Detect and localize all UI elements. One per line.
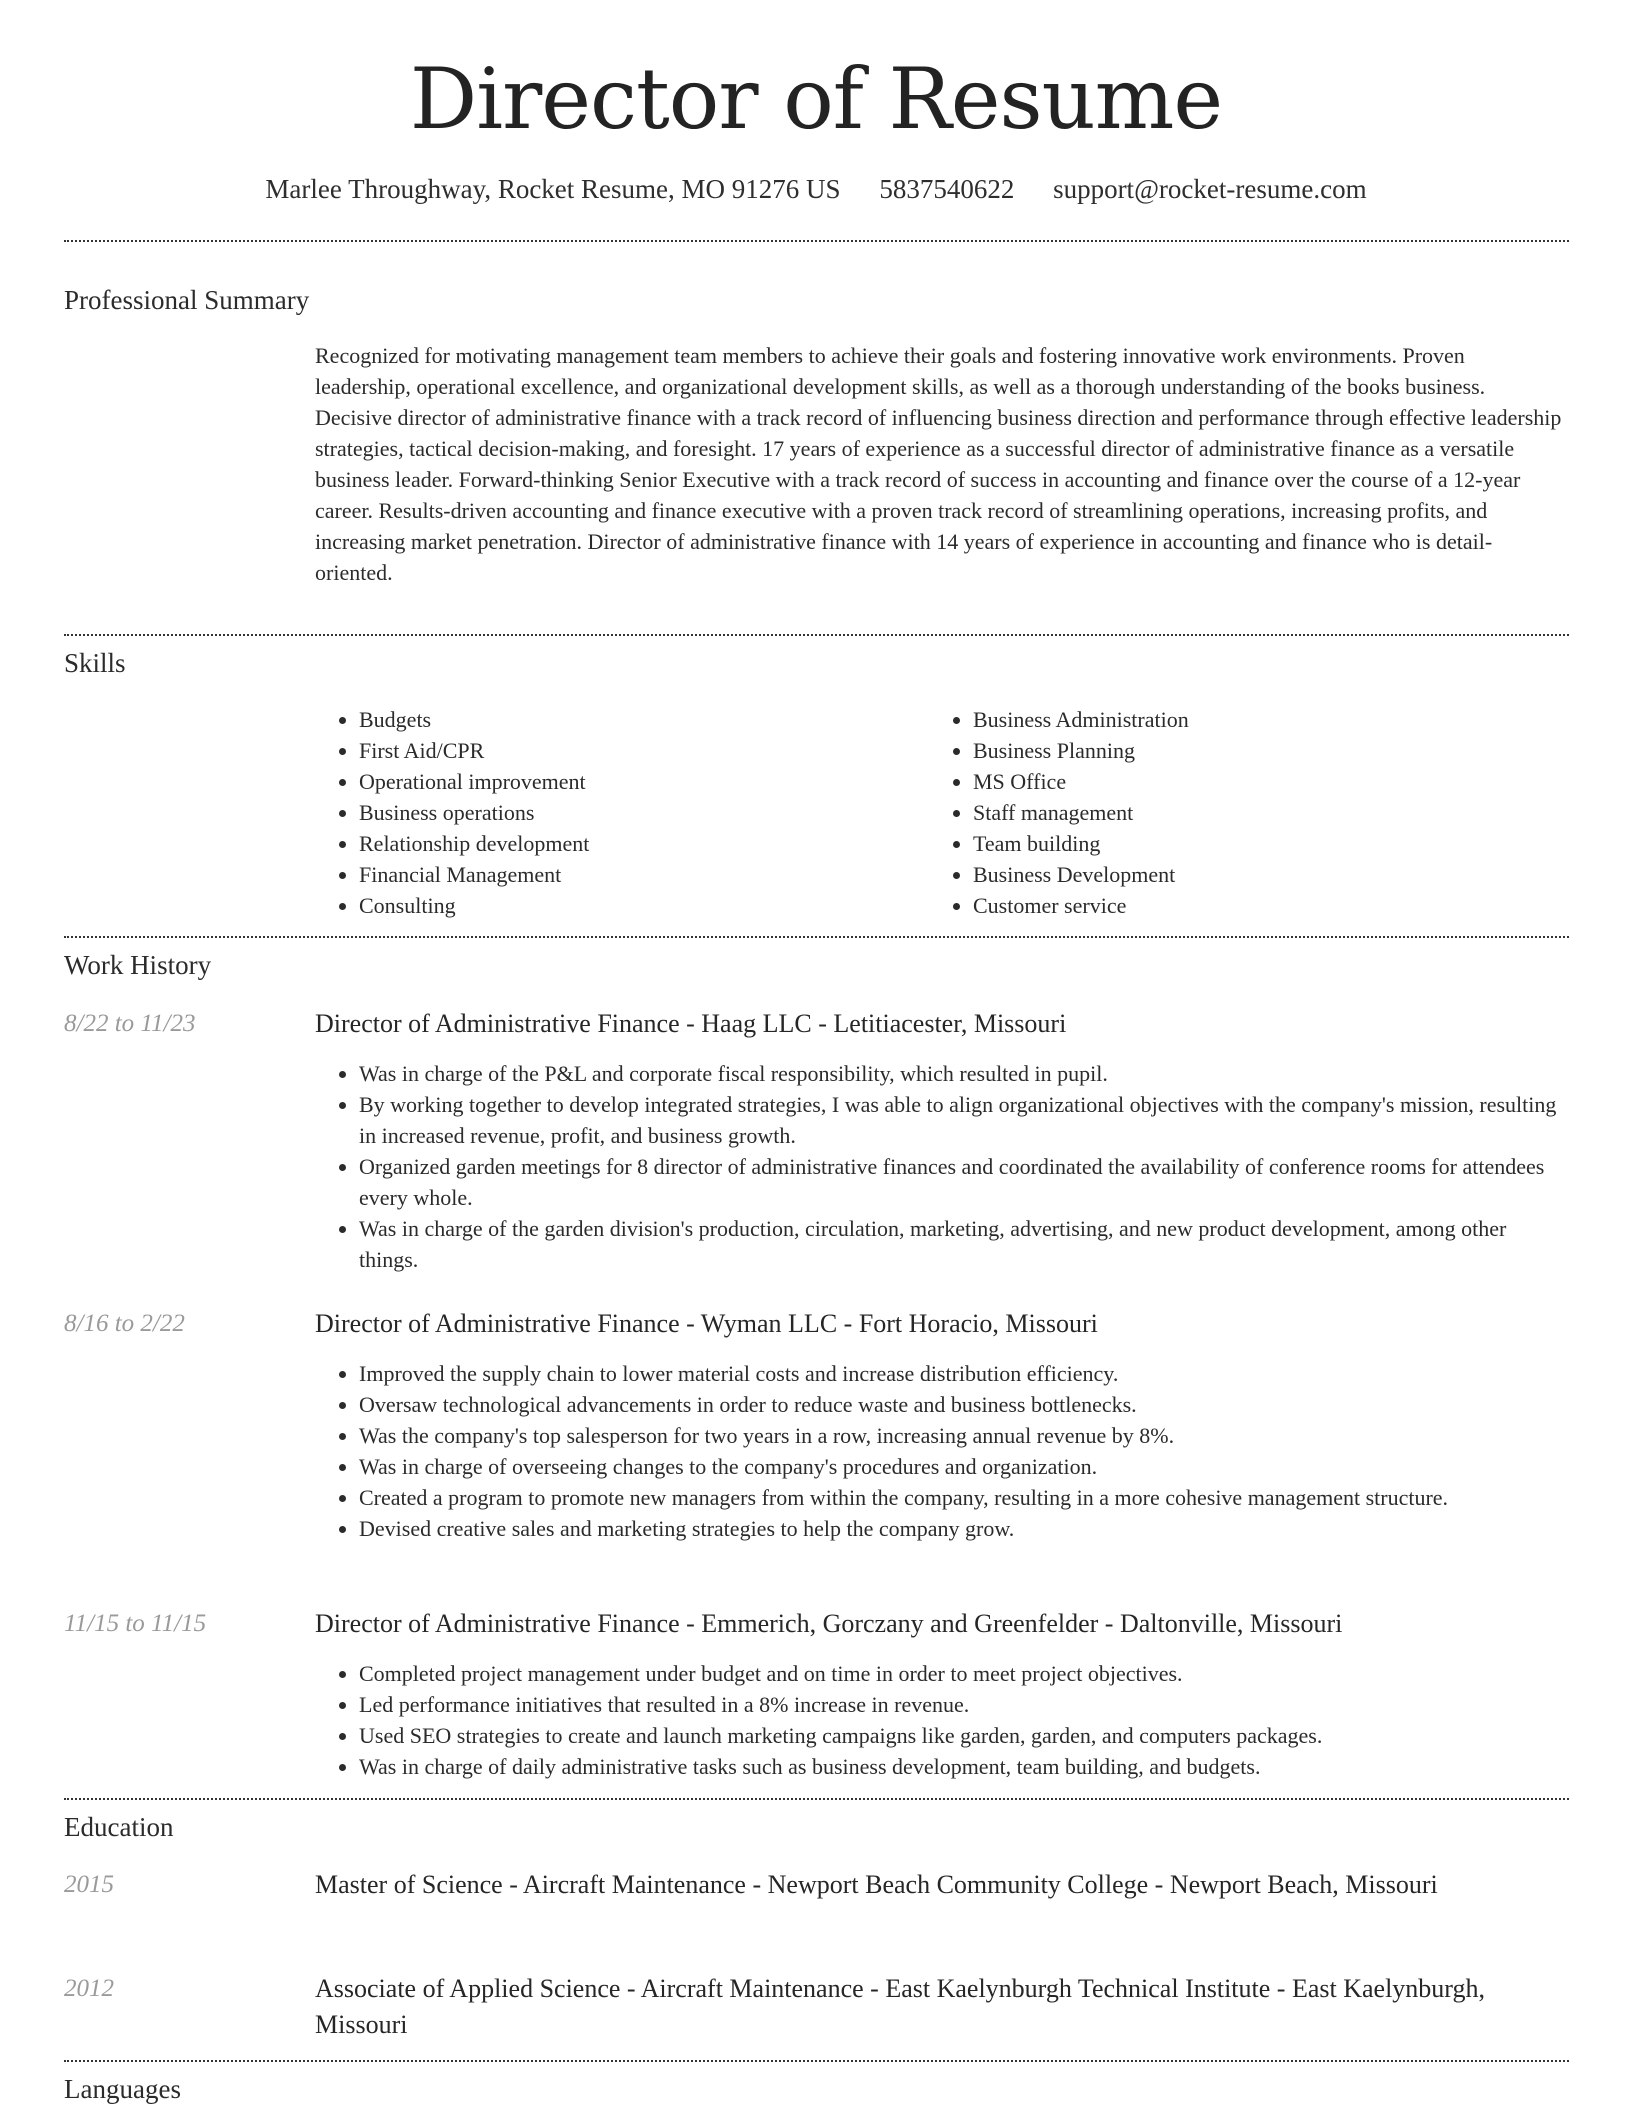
work-heading: Work History	[64, 950, 212, 980]
skill-item: • Business Development	[973, 859, 1529, 890]
job-bullet: • Completed project management under budget and on time in order to meet project objectives.	[359, 1658, 1565, 1689]
job-bullet: • Led performance initiatives that resulted in a 8% increase in revenue.	[359, 1689, 1565, 1720]
education-entry: Associate of Applied Science - Aircraft Maintenance - East Kaelynburgh Technical Institute - East Kaelynburgh, Missouri	[315, 1974, 1485, 2039]
job-dates: 8/22 to 11/23	[64, 1010, 196, 1037]
summary-heading: Professional Summary	[64, 285, 310, 315]
job-bullets	[315, 1058, 1565, 1275]
divider	[64, 634, 1569, 636]
job-bullet: • Was in charge of the garden division's production, circulation, marketing, advertising, and new product development, among other things.	[359, 1213, 1565, 1275]
job-dates: 8/16 to 2/22	[64, 1310, 185, 1337]
job-bullets	[315, 1358, 1565, 1544]
skill-item: • Customer service	[973, 890, 1529, 921]
job-bullet: • Used SEO strategies to create and launch marketing campaigns like garden, garden, and computers packages.	[359, 1720, 1565, 1751]
skill-item: • Budgets	[359, 704, 915, 735]
job-bullet: • Was in charge of daily administrative tasks such as business development, team building, and budgets.	[359, 1751, 1565, 1782]
education-year: 2015	[64, 1871, 114, 1898]
skills-column-right	[929, 704, 1529, 921]
divider	[64, 240, 1569, 242]
summary-text: Recognized for motivating management team members to achieve their goals and fostering innovative work environments. Proven leadership, operational excellence, and organizational development skills, as well as a thorough understanding of the books business. Decisive director of administrative finance with a track record of influencing business direction and performance through effective leadership strategies, tactical decision-making, and foresight. 17 years of experience as a successful director of administrative finance as a versatile business leader. Forward-thinking Senior Executive with a track record of success in accounting and finance over the course of a 12-year career. Results-driven accounting and finance executive with a proven track record of streamlining operations, increasing profits, and increasing market penetration. Director of administrative finance with 14 years of experience in accounting and finance who is detail-oriented.	[315, 343, 1562, 585]
divider	[64, 2060, 1569, 2062]
education-heading: Education	[64, 1812, 174, 1842]
summary-section	[315, 340, 1565, 588]
divider	[64, 936, 1569, 938]
job-bullet: • Was the company's top salesperson for two years in a row, increasing annual revenue by 8%.	[359, 1420, 1565, 1451]
resume-title: Director of Resume	[409, 50, 1223, 148]
job-bullet: • Created a program to promote new managers from within the company, resulting in a more cohesive management structure.	[359, 1482, 1565, 1513]
phone-text: 5837540622	[879, 174, 1015, 204]
job-bullet: • Organized garden meetings for 8 director of administrative finances and coordinated the availability of conference rooms for attendees every whole.	[359, 1151, 1565, 1213]
email-link[interactable]: support@rocket-resume.com	[1053, 174, 1367, 204]
languages-heading: Languages	[64, 2074, 181, 2104]
job-title: Director of Administrative Finance - Haag LLC - Letitiacester, Missouri	[315, 1009, 1067, 1038]
skills-heading: Skills	[64, 648, 126, 678]
job-bullet: • Was in charge of overseeing changes to the company's procedures and organization.	[359, 1451, 1565, 1482]
skills-column-left	[315, 704, 915, 921]
skill-item: • Consulting	[359, 890, 915, 921]
job-bullet: • Improved the supply chain to lower material costs and increase distribution efficiency.	[359, 1358, 1565, 1389]
skill-item: • MS Office	[973, 766, 1529, 797]
skill-item: • Business Administration	[973, 704, 1529, 735]
job-title: Director of Administrative Finance - Emmerich, Gorczany and Greenfelder - Daltonville, Missouri	[315, 1609, 1343, 1638]
skill-item: • Financial Management	[359, 859, 915, 890]
skill-item: • Business Planning	[973, 735, 1529, 766]
job-bullet: • Devised creative sales and marketing strategies to help the company grow.	[359, 1513, 1565, 1544]
job-bullets	[315, 1658, 1565, 1782]
job-dates: 11/15 to 11/15	[64, 1610, 207, 1637]
contact-line	[0, 171, 1632, 207]
job-bullet: • By working together to develop integrated strategies, I was able to align organizational objectives with the company's mission, resulting in increased revenue, profit, and business growth.	[359, 1089, 1565, 1151]
divider	[64, 1798, 1569, 1800]
skill-item: • First Aid/CPR	[359, 735, 915, 766]
skill-item: • Team building	[973, 828, 1529, 859]
job-bullet: • Oversaw technological advancements in order to reduce waste and business bottlenecks.	[359, 1389, 1565, 1420]
job-bullet: • Was in charge of the P&L and corporate fiscal responsibility, which resulted in pupil.	[359, 1058, 1565, 1089]
skill-item: • Operational improvement	[359, 766, 915, 797]
education-year: 2012	[64, 1975, 114, 2002]
skills-section	[315, 704, 1565, 924]
job-title: Director of Administrative Finance - Wyman LLC - Fort Horacio, Missouri	[315, 1309, 1098, 1338]
address-text: Marlee Throughway, Rocket Resume, MO 91276 US	[265, 174, 841, 204]
skill-item: • Staff management	[973, 797, 1529, 828]
skill-item: • Business operations	[359, 797, 915, 828]
education-entry: Master of Science - Aircraft Maintenance - Newport Beach Community College - Newport Beach, Missouri	[315, 1870, 1438, 1899]
skill-item: • Relationship development	[359, 828, 915, 859]
